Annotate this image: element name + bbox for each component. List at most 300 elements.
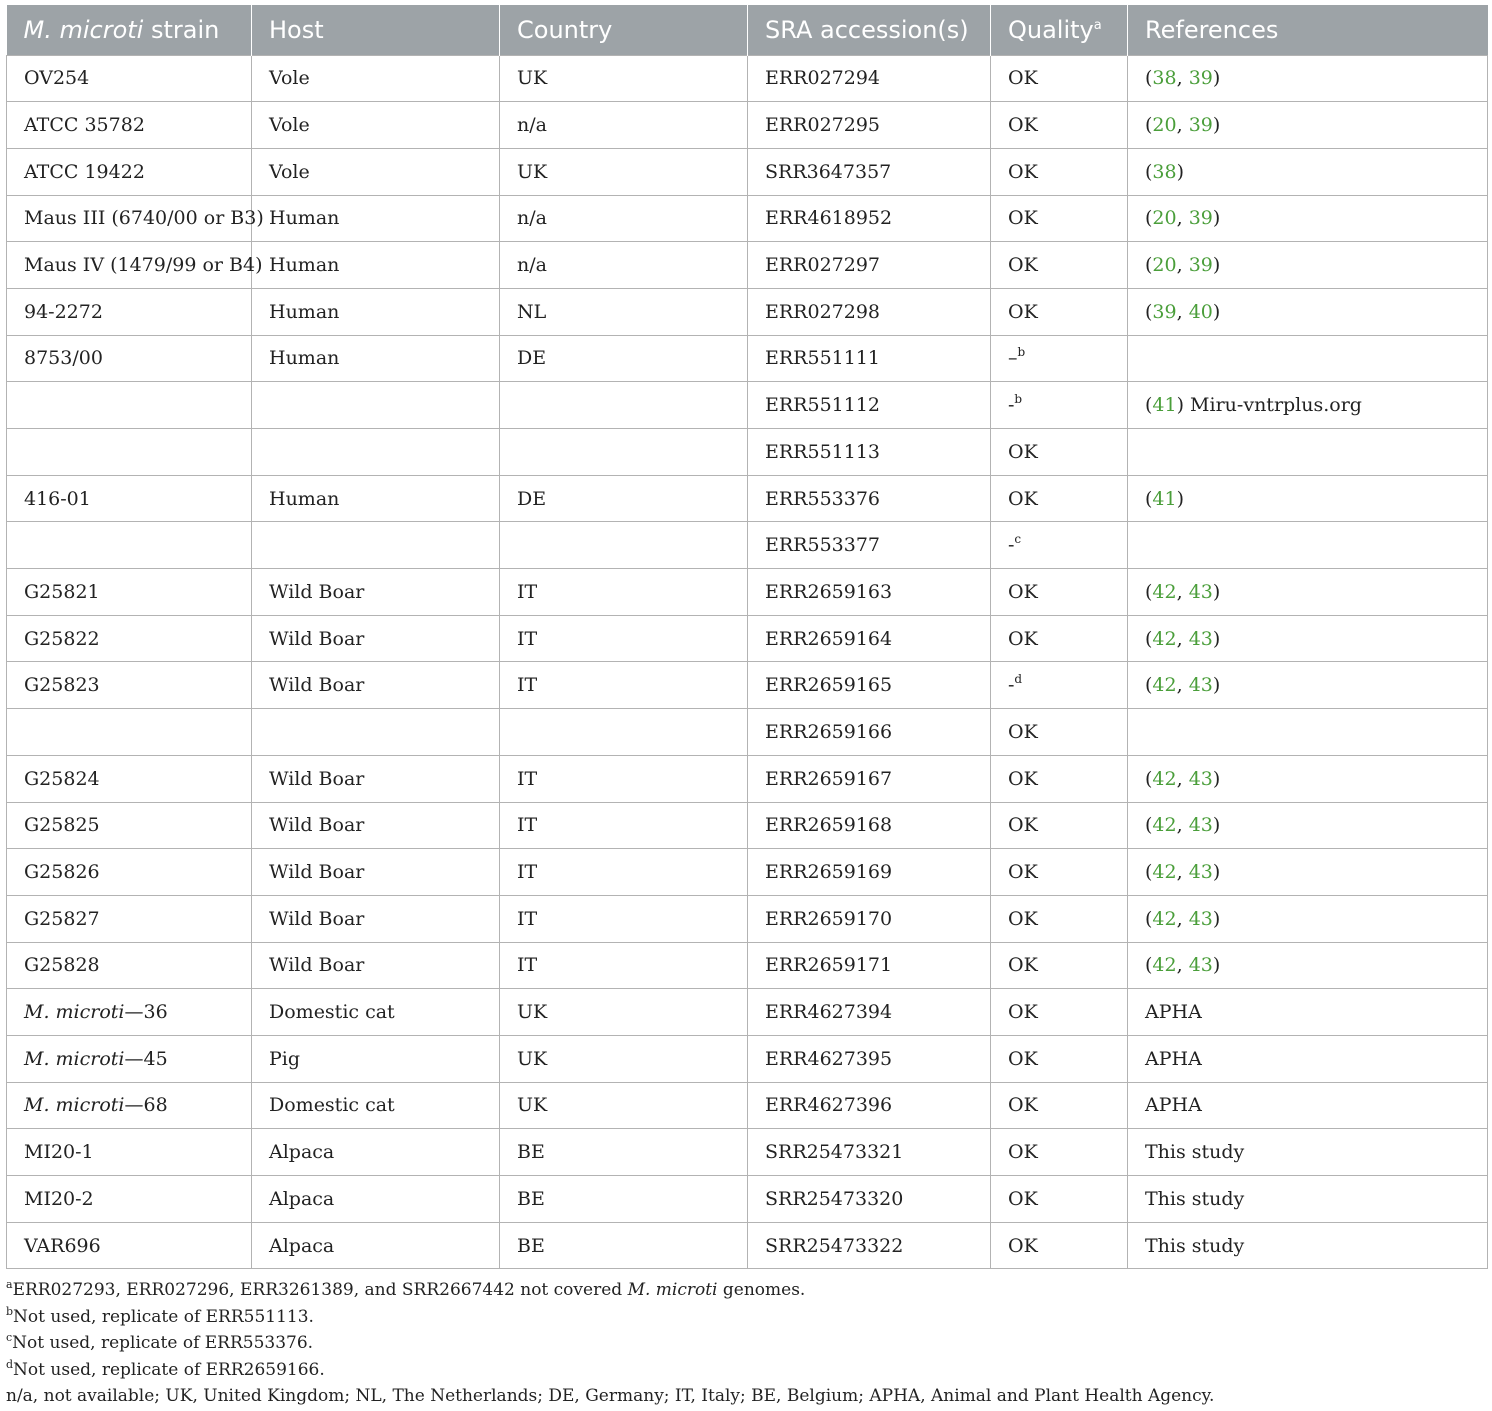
strain-name: VAR696 (24, 1234, 101, 1257)
cell-country: UK (500, 1035, 748, 1082)
quality-value: OK (1008, 300, 1038, 323)
cell-host: Wild Boar (252, 895, 500, 942)
cell-sra-accession: ERR2659167 (748, 755, 991, 802)
table-row (7, 569, 1488, 616)
cell-host: Human (252, 475, 500, 522)
reference-text: ( (1145, 207, 1153, 230)
reference-text: , (1176, 114, 1189, 137)
reference-link[interactable]: 20 (1152, 114, 1177, 137)
table-row (7, 1035, 1488, 1082)
reference-link[interactable]: 43 (1188, 954, 1213, 977)
header-strain-italic: M. microti (23, 15, 144, 44)
cell-host: Wild Boar (252, 802, 500, 849)
reference-link[interactable]: 40 (1188, 300, 1213, 323)
cell-quality (991, 942, 1128, 989)
cell-quality (991, 1035, 1128, 1082)
cell-host: Domestic cat (252, 989, 500, 1036)
cell-strain (7, 709, 252, 756)
cell-country: n/a (500, 102, 748, 149)
quality-value: OK (1008, 720, 1038, 743)
cell-references (1128, 102, 1488, 149)
cell-strain (7, 1035, 252, 1082)
cell-sra-accession: ERR2659168 (748, 802, 991, 849)
cell-country: DE (500, 335, 748, 382)
reference-text: ) (1212, 580, 1221, 603)
reference-text: ) Miru-vntrplus.org (1176, 394, 1362, 417)
quality-value: OK (1008, 1047, 1038, 1070)
cell-host: Vole (252, 55, 500, 102)
reference-link[interactable]: 38 (1152, 67, 1177, 90)
cell-references (1128, 569, 1488, 616)
strain-name: Maus IV (1479/99 or B4) (24, 254, 263, 277)
cell-sra-accession: ERR2659166 (748, 709, 991, 756)
cell-strain (7, 288, 252, 335)
reference-text: ( (1145, 67, 1153, 90)
strain-name: 94-2272 (24, 300, 103, 323)
reference-text: ( (1145, 487, 1153, 510)
cell-references (1128, 1129, 1488, 1176)
reference-link[interactable]: 42 (1152, 674, 1177, 697)
table-body (7, 55, 1488, 1269)
reference-text: , (1176, 814, 1189, 837)
cell-strain (7, 1222, 252, 1269)
cell-strain (7, 755, 252, 802)
header-country: Country (500, 5, 748, 55)
cell-references (1128, 148, 1488, 195)
cell-country: BE (500, 1129, 748, 1176)
reference-link[interactable]: 39 (1188, 114, 1213, 137)
cell-references (1128, 662, 1488, 709)
table-row (7, 942, 1488, 989)
footnote-mark: b (6, 1304, 14, 1318)
cell-references (1128, 195, 1488, 242)
reference-link[interactable]: 42 (1152, 627, 1177, 650)
cell-references (1128, 942, 1488, 989)
header-host: Host (252, 5, 500, 55)
cell-references (1128, 895, 1488, 942)
cell-strain (7, 1082, 252, 1129)
strain-name: G25827 (24, 907, 100, 930)
cell-references (1128, 802, 1488, 849)
cell-host: Vole (252, 102, 500, 149)
header-strain-rest: strain (143, 15, 220, 44)
cell-strain (7, 1129, 252, 1176)
quality-value: OK (1008, 440, 1038, 463)
cell-country: BE (500, 1176, 748, 1223)
cell-host: Domestic cat (252, 1082, 500, 1129)
reference-text: , (1176, 254, 1189, 277)
reference-text: APHA (1145, 1047, 1202, 1070)
strain-name: 8753/00 (24, 347, 103, 370)
header-quality (991, 5, 1128, 55)
cell-quality (991, 895, 1128, 942)
reference-link[interactable]: 43 (1188, 767, 1213, 790)
cell-country: IT (500, 569, 748, 616)
reference-link[interactable]: 39 (1188, 207, 1213, 230)
cell-quality (991, 755, 1128, 802)
strain-name: 416-01 (24, 487, 91, 510)
table-footnotes (6, 1277, 1487, 1410)
reference-link[interactable]: 41 (1152, 394, 1177, 417)
cell-strain (7, 242, 263, 289)
table-row (7, 1222, 1488, 1269)
table-row (7, 335, 1488, 382)
cell-country: NL (500, 288, 748, 335)
cell-country (500, 382, 748, 429)
reference-link[interactable]: 43 (1188, 674, 1213, 697)
cell-country: IT (500, 942, 748, 989)
cell-sra-accession: ERR2659170 (748, 895, 991, 942)
cell-references (1128, 1082, 1488, 1129)
reference-text: ( (1145, 627, 1153, 650)
cell-strain (7, 102, 252, 149)
table-row (7, 662, 1488, 709)
reference-link[interactable]: 38 (1152, 160, 1177, 183)
cell-strain (7, 148, 252, 195)
reference-text: , (1176, 580, 1189, 603)
strain-name: G25823 (24, 674, 100, 697)
reference-text: ) (1176, 487, 1185, 510)
strain-name: MI20-2 (24, 1187, 94, 1210)
cell-quality (991, 522, 1128, 569)
cell-country: IT (500, 755, 748, 802)
table-row (7, 382, 1488, 429)
quality-value: OK (1008, 627, 1038, 650)
reference-link[interactable]: 20 (1152, 254, 1177, 277)
cell-quality (991, 1129, 1128, 1176)
cell-country (500, 429, 748, 476)
footnote (6, 1277, 1487, 1304)
cell-references (1128, 615, 1488, 662)
quality-value: - (1008, 394, 1015, 417)
cell-host: Alpaca (252, 1222, 500, 1269)
cell-strain (7, 522, 252, 569)
strain-name: —68 (124, 1094, 168, 1117)
cell-sra-accession: ERR551112 (748, 382, 991, 429)
cell-quality (991, 849, 1128, 896)
quality-footnote-mark: c (1014, 532, 1022, 547)
cell-quality (991, 802, 1128, 849)
cell-host: Wild Boar (252, 615, 500, 662)
table-row (7, 989, 1488, 1036)
reference-text: ( (1145, 254, 1153, 277)
cell-host: Wild Boar (252, 849, 500, 896)
reference-text: ) (1212, 954, 1221, 977)
quality-footnote-mark: b (1017, 345, 1026, 360)
reference-link[interactable]: 42 (1152, 954, 1177, 977)
cell-country: UK (500, 55, 748, 102)
strain-species-italic: M. microti (24, 1094, 125, 1117)
cell-sra-accession: ERR027297 (748, 242, 991, 289)
reference-text: ( (1145, 767, 1153, 790)
reference-text: ) (1212, 767, 1221, 790)
table-row (7, 755, 1488, 802)
reference-link[interactable]: 42 (1152, 767, 1177, 790)
reference-text: , (1176, 207, 1189, 230)
cell-country: UK (500, 148, 748, 195)
strain-name: G25821 (24, 580, 100, 603)
quality-value: OK (1008, 954, 1038, 977)
quality-value: - (1008, 534, 1015, 557)
reference-text: ( (1145, 394, 1153, 417)
cell-sra-accession: SRR25473321 (748, 1129, 991, 1176)
cell-quality (991, 382, 1128, 429)
cell-strain (7, 895, 252, 942)
cell-host (252, 382, 500, 429)
table-row (7, 709, 1488, 756)
reference-text: ( (1145, 300, 1153, 323)
reference-link[interactable]: 43 (1188, 907, 1213, 930)
reference-text: ) (1212, 300, 1221, 323)
cell-quality (991, 569, 1128, 616)
cell-sra-accession: ERR4627396 (748, 1082, 991, 1129)
cell-quality (991, 475, 1128, 522)
cell-sra-accession: ERR027298 (748, 288, 991, 335)
cell-quality (991, 242, 1128, 289)
strain-species-italic: M. microti (24, 1001, 125, 1024)
strain-name: G25828 (24, 954, 100, 977)
cell-strain (7, 335, 252, 382)
reference-text: ) (1212, 67, 1221, 90)
reference-link[interactable]: 43 (1188, 814, 1213, 837)
footnote (6, 1383, 1487, 1410)
cell-strain (7, 195, 264, 242)
cell-quality (991, 1222, 1128, 1269)
cell-references (1128, 1222, 1488, 1269)
cell-strain (7, 382, 252, 429)
cell-country (500, 522, 748, 569)
strain-name: G25826 (24, 861, 100, 884)
footnote (6, 1357, 1487, 1384)
strain-name: Maus III (6740/00 or B3) (24, 207, 264, 230)
table-row (7, 55, 1488, 102)
table-row (7, 615, 1488, 662)
reference-text: ) (1212, 254, 1221, 277)
cell-host: Human (252, 195, 500, 242)
strain-name: OV254 (24, 67, 90, 90)
reference-link[interactable]: 42 (1152, 907, 1177, 930)
quality-value: OK (1008, 907, 1038, 930)
table-header (7, 5, 1488, 55)
cell-host: Wild Boar (252, 569, 500, 616)
cell-strain (7, 662, 252, 709)
cell-references (1128, 475, 1488, 522)
quality-footnote-mark: d (1014, 672, 1023, 687)
quality-value: OK (1008, 580, 1038, 603)
cell-country (500, 709, 748, 756)
cell-sra-accession: ERR2659165 (748, 662, 991, 709)
cell-host: Wild Boar (252, 942, 500, 989)
cell-quality (991, 989, 1128, 1036)
quality-value: OK (1008, 487, 1038, 510)
cell-references (1128, 1176, 1488, 1223)
reference-text: ) (1212, 674, 1221, 697)
reference-text: ) (1212, 907, 1221, 930)
footnote-text: genomes. (717, 1280, 806, 1300)
footnote-text: Not used, replicate of ERR2659166. (13, 1359, 325, 1380)
reference-link[interactable]: 43 (1188, 861, 1213, 884)
table-row (7, 242, 1488, 289)
table-row (7, 1129, 1488, 1176)
reference-text: , (1176, 954, 1189, 977)
table-row (7, 288, 1488, 335)
quality-value: - (1008, 674, 1015, 697)
table-row (7, 475, 1488, 522)
cell-quality (991, 615, 1128, 662)
strain-name: ATCC 35782 (24, 114, 145, 137)
cell-sra-accession: ERR2659164 (748, 615, 991, 662)
table-row (7, 849, 1488, 896)
cell-quality (991, 195, 1128, 242)
cell-host: Human (252, 335, 500, 382)
header-strain (7, 5, 252, 55)
table-row (7, 102, 1488, 149)
footnote-italic-text: M. microti (627, 1280, 718, 1300)
cell-strain (7, 475, 252, 522)
quality-value: OK (1008, 1141, 1038, 1164)
reference-link[interactable]: 41 (1152, 487, 1177, 510)
cell-quality (991, 709, 1128, 756)
reference-link[interactable]: 43 (1188, 580, 1213, 603)
cell-sra-accession: ERR4627395 (748, 1035, 991, 1082)
table-row (7, 148, 1488, 195)
cell-sra-accession: ERR551113 (748, 429, 991, 476)
reference-text: , (1176, 674, 1189, 697)
quality-value: OK (1008, 160, 1038, 183)
cell-strain (7, 55, 252, 102)
quality-value: OK (1008, 814, 1038, 837)
footnote-mark: d (6, 1357, 14, 1371)
cell-country: IT (500, 662, 748, 709)
reference-text: ( (1145, 114, 1153, 137)
cell-quality (991, 102, 1128, 149)
quality-value: OK (1008, 67, 1038, 90)
cell-host (252, 522, 500, 569)
cell-references (1128, 382, 1488, 429)
quality-value: OK (1008, 861, 1038, 884)
cell-sra-accession: ERR2659169 (748, 849, 991, 896)
cell-host: Pig (252, 1035, 500, 1082)
quality-footnote-mark: b (1014, 392, 1023, 407)
footnote-mark: a (6, 1278, 13, 1291)
header-quality-label: Quality (1008, 15, 1094, 44)
footnote-text: n/a, not available; UK, United Kingdom; NL, The Netherlands; DE, Germany; IT, Italy; BE, Belgium; APHA, Animal and Plant Health Agency. (6, 1386, 1215, 1406)
strain-name: ATCC 19422 (24, 160, 145, 183)
cell-host: Alpaca (252, 1176, 500, 1223)
cell-references (1128, 1035, 1488, 1082)
quality-value: OK (1008, 1094, 1038, 1117)
reference-link[interactable]: 43 (1188, 627, 1213, 650)
cell-strain (7, 1176, 252, 1223)
cell-sra-accession: ERR4618952 (748, 195, 991, 242)
reference-text: ) (1212, 207, 1221, 230)
cell-country: DE (500, 475, 748, 522)
footnote (6, 1330, 1487, 1357)
reference-link[interactable]: 39 (1188, 67, 1213, 90)
header-sra: SRA accession(s) (748, 5, 991, 55)
quality-value: OK (1008, 1001, 1038, 1024)
table-row (7, 195, 1488, 242)
reference-text: ) (1212, 114, 1221, 137)
cell-strain (7, 802, 252, 849)
cell-host: Human (252, 288, 500, 335)
strain-name: —36 (124, 1001, 168, 1024)
cell-strain (7, 429, 252, 476)
cell-sra-accession: ERR551111 (748, 335, 991, 382)
strain-species-italic: M. microti (24, 1047, 125, 1070)
reference-link[interactable]: 20 (1152, 207, 1177, 230)
cell-quality (991, 335, 1128, 382)
cell-strain (7, 569, 252, 616)
cell-strain (7, 942, 252, 989)
reference-text: ( (1145, 814, 1153, 837)
reference-text: ( (1145, 907, 1153, 930)
cell-country: IT (500, 802, 748, 849)
strain-table (6, 5, 1488, 1269)
reference-text: ( (1145, 954, 1153, 977)
table-row (7, 1176, 1488, 1223)
cell-quality (991, 1176, 1128, 1223)
cell-sra-accession: ERR2659171 (748, 942, 991, 989)
quality-value: OK (1008, 207, 1038, 230)
table-row (7, 1082, 1488, 1129)
reference-text: This study (1145, 1187, 1245, 1210)
quality-value: OK (1008, 254, 1038, 277)
cell-host (252, 429, 500, 476)
cell-country: IT (500, 895, 748, 942)
cell-strain (7, 849, 252, 896)
cell-host: Wild Boar (252, 662, 500, 709)
reference-text: ) (1212, 627, 1221, 650)
reference-text: , (1176, 300, 1189, 323)
cell-host: Wild Boar (252, 755, 500, 802)
reference-link[interactable]: 42 (1152, 580, 1177, 603)
reference-text: ) (1212, 861, 1221, 884)
cell-host: Vole (252, 148, 500, 195)
reference-text: , (1176, 861, 1189, 884)
footnote-text: Not used, replicate of ERR553376. (12, 1333, 314, 1353)
reference-link[interactable]: 42 (1152, 814, 1177, 837)
strain-name: G25822 (24, 627, 100, 650)
cell-sra-accession: ERR027295 (748, 102, 991, 149)
footnote-text: ERR027293, ERR027296, ERR3261389, and SRR2667442 not covered (12, 1280, 628, 1300)
table-row (7, 522, 1488, 569)
cell-country: IT (500, 615, 748, 662)
cell-quality (991, 148, 1128, 195)
cell-references (1128, 335, 1488, 382)
reference-link[interactable]: 42 (1152, 861, 1177, 884)
cell-references (1128, 709, 1488, 756)
quality-value: OK (1008, 114, 1038, 137)
footnote (6, 1304, 1487, 1331)
strain-name: —45 (124, 1047, 168, 1070)
footnote-mark: c (6, 1331, 13, 1344)
reference-link[interactable]: 39 (1152, 300, 1177, 323)
cell-quality (991, 288, 1128, 335)
cell-country: BE (500, 1222, 748, 1269)
quality-value: – (1008, 347, 1018, 370)
reference-text: , (1176, 627, 1189, 650)
cell-country: IT (500, 849, 748, 896)
strain-name: MI20-1 (24, 1141, 94, 1164)
header-references: References (1145, 15, 1279, 44)
reference-text: ( (1145, 861, 1153, 884)
cell-country: n/a (500, 242, 748, 289)
cell-references (1128, 849, 1488, 896)
reference-link[interactable]: 39 (1188, 254, 1213, 277)
cell-strain (7, 989, 252, 1036)
cell-references (1128, 55, 1488, 102)
